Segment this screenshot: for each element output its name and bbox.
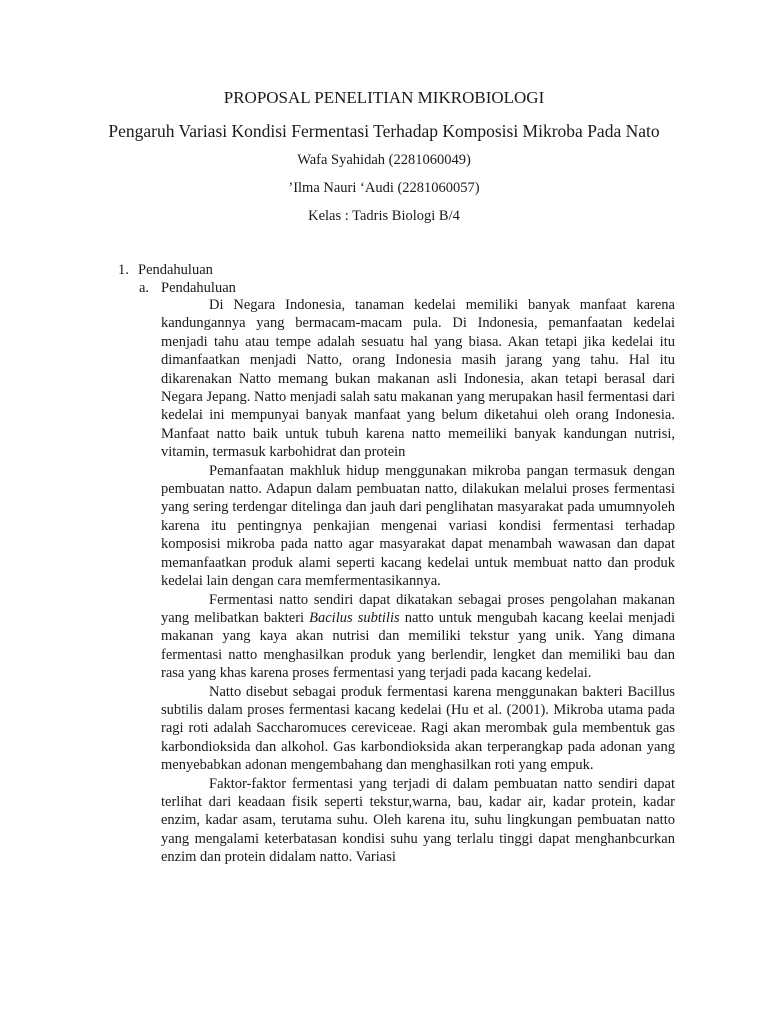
document-subtitle: Pengaruh Variasi Kondisi Fermentasi Terhadap Komposisi Mikroba Pada Nato <box>108 121 660 141</box>
paragraph-1: Di Negara Indonesia, tanaman kedelai memiliki banyak manfaat karena kandungannya yang bermacam-macam pula. Di Indonesia, pemanfaatan kedelai menjadi tahu atau tempe adalah sesuatu hal yang biasa. Akan tetapi jika kedelai itu dimanfaatkan menjadi Natto, orang Indonesia masih jarang yang tahu. Hal itu dikarenakan Natto memang bukan makanan asli Indonesia, akan tetapi berasal dari Negara Jepang. Natto menjadi salah satu makanan yang merupakan hasil fermentasi dari kedelai ini mempunyai banyak manfaat yang belum diketahui oleh orang Indonesia. Manfaat natto baik untuk tubuh karena natto memeiliki banyak kandungan nutrisi, vitamin, termasuk karbohidrat dan protein <box>161 297 675 461</box>
document-title: PROPOSAL PENELITIAN MIKROBIOLOGI <box>223 88 545 107</box>
paragraph-5: Faktor-faktor fermentasi yang terjadi di dalam pembuatan natto sendiri dapat terlihat dari keadaan fisik seperti tekstur,warna, bau, kadar air, kadar protein, kadar enzim, kadar asam, terutama suhu. Oleh karena itu, suhu lingkungan pembuatan natto yang mengalami keterbatasan kondisi suhu yang terlalu tinggi dapat menghanbcurkan enzim dan protein didalam natto. Variasi <box>161 775 675 866</box>
subsection-letter: a. <box>139 280 150 296</box>
body-text <box>161 296 675 867</box>
author-2: ’Ilma Nauri ‘Audi (2281060057) <box>288 180 480 196</box>
paragraph-3 <box>161 591 675 683</box>
author-1: Wafa Syahidah (2281060049) <box>297 152 471 168</box>
section-number: 1. <box>118 262 129 278</box>
section-title: Pendahuluan <box>138 262 213 278</box>
subsection-heading <box>139 279 236 297</box>
paragraph-4: Natto disebut sebagai produk fermentasi karena menggunakan bakteri Bacillus subtilis dalam proses fermentasi kacang kedelai (Hu et al. (2001). Mikroba utama pada ragi roti adalah Saccharomuces cereviceae. Ragi akan merombak gula membentuk gas karbondioksida dan alkohol. Gas karbondioksida akan terperangkap pada adonan yang menyebabkan adonan mengembahang dan menghasilkan roti yang empuk. <box>161 683 675 774</box>
class-info: Kelas : Tadris Biologi B/4 <box>308 208 460 224</box>
section-heading <box>118 261 213 279</box>
subsection-title: Pendahuluan <box>161 280 236 296</box>
paragraph-2: Pemanfaatan makhluk hidup menggunakan mikroba pangan termasuk dengan pembuatan natto. Adapun dalam pembuatan natto, dilakukan melalui proses fermentasi yang sering terdengar ditelinga dan jauh dari penglihatan masyarakat pada umumnyoleh karena itu pentingnya penkajian mengenai variasi kondisi fermentasi terhadap komposisi mikroba pada natto agar masyarakat dapat menambah wawasan dan dapat memanfaatkan produk alami seperti kacang kedelai untuk membuat natto dan produk kedelai lain dengan cara memfermentasikannya. <box>161 462 675 590</box>
species-name-italic: Bacilus subtilis <box>309 609 400 626</box>
paragraph-3-part-2: natto untuk mengubah kacang keelai menjadi makanan yang kaya akan nutrisi dan memiliki tekstur yang unik. Yang dimana fermentasi natto menghasilkan produk yang berlendir, lengket dan memiliki bau dan rasa yang khas karena proses fermentasi yang terjadi pada kacang kedelai. <box>161 609 675 682</box>
paragraph-3-part-1: Fermentasi natto sendiri dapat dikatakan sebagai proses pengolahan makanan yang melibatkan bakteri <box>161 591 675 626</box>
